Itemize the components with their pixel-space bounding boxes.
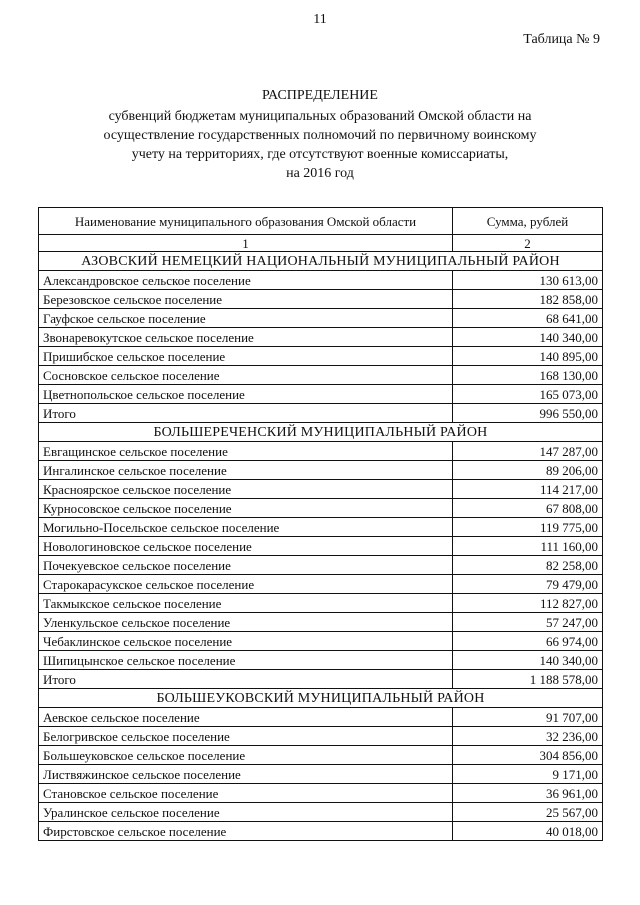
sum-cell: 114 217,00 (453, 480, 603, 499)
table-row (39, 442, 603, 461)
table-header-row (39, 208, 603, 235)
sum-cell: 82 258,00 (453, 556, 603, 575)
table-row (39, 537, 603, 556)
sum-cell: 147 287,00 (453, 442, 603, 461)
sum-cell: 140 340,00 (453, 328, 603, 347)
column-number-1: 1 (39, 235, 453, 252)
distribution-table (38, 207, 603, 841)
total-label-cell: Итого (39, 670, 453, 689)
table-row (39, 290, 603, 309)
total-sum-cell: 996 550,00 (453, 404, 603, 423)
sum-cell: 130 613,00 (453, 271, 603, 290)
subtitle-line: на 2016 год (286, 166, 354, 181)
settlement-name-cell: Звонаревокутское сельское поселение (39, 328, 453, 347)
sum-cell: 112 827,00 (453, 594, 603, 613)
column-number-2: 2 (453, 235, 603, 252)
settlement-name-cell: Курносовское сельское поселение (39, 499, 453, 518)
sum-cell: 40 018,00 (453, 822, 603, 841)
table-row (39, 803, 603, 822)
settlement-name-cell: Аевское сельское поселение (39, 708, 453, 727)
table-row (39, 822, 603, 841)
district-row (39, 252, 603, 271)
sum-cell: 36 961,00 (453, 784, 603, 803)
total-sum-cell: 1 188 578,00 (453, 670, 603, 689)
table-row (39, 518, 603, 537)
table-row (39, 651, 603, 670)
table-row (39, 366, 603, 385)
sum-cell: 25 567,00 (453, 803, 603, 822)
settlement-name-cell: Чебаклинское сельское поселение (39, 632, 453, 651)
sum-cell: 182 858,00 (453, 290, 603, 309)
document-subtitle (72, 107, 568, 183)
table-row (39, 632, 603, 651)
total-row (39, 670, 603, 689)
table-row (39, 784, 603, 803)
settlement-name-cell: Гауфское сельское поселение (39, 309, 453, 328)
settlement-name-cell: Новологиновское сельское поселение (39, 537, 453, 556)
table-row (39, 613, 603, 632)
document-title: РАСПРЕДЕЛЕНИЕ (262, 88, 378, 103)
sum-cell: 9 171,00 (453, 765, 603, 784)
header-name-cell: Наименование муниципального образования Омской области (39, 208, 453, 235)
subtitle-line: субвенций бюджетам муниципальных образований Омской области на (108, 109, 532, 124)
table-row (39, 575, 603, 594)
sum-cell: 32 236,00 (453, 727, 603, 746)
table-row (39, 271, 603, 290)
table-row (39, 309, 603, 328)
settlement-name-cell: Могильно-Посельское сельское поселение (39, 518, 453, 537)
sum-cell: 119 775,00 (453, 518, 603, 537)
header-sum-cell: Сумма, рублей (453, 208, 603, 235)
settlement-name-cell: Белогривское сельское поселение (39, 727, 453, 746)
sum-cell: 140 340,00 (453, 651, 603, 670)
settlement-name-cell: Уленкульское сельское поселение (39, 613, 453, 632)
settlement-name-cell: Большеуковское сельское поселение (39, 746, 453, 765)
sum-cell: 68 641,00 (453, 309, 603, 328)
total-label-cell: Итого (39, 404, 453, 423)
settlement-name-cell: Евгащинское сельское поселение (39, 442, 453, 461)
table-row (39, 480, 603, 499)
settlement-name-cell: Становское сельское поселение (39, 784, 453, 803)
settlement-name-cell: Александровское сельское поселение (39, 271, 453, 290)
table-row (39, 347, 603, 366)
settlement-name-cell: Пришибское сельское поселение (39, 347, 453, 366)
sum-cell: 165 073,00 (453, 385, 603, 404)
settlement-name-cell: Березовское сельское поселение (39, 290, 453, 309)
sum-cell: 57 247,00 (453, 613, 603, 632)
sum-cell: 79 479,00 (453, 575, 603, 594)
district-name-cell: АЗОВСКИЙ НЕМЕЦКИЙ НАЦИОНАЛЬНЫЙ МУНИЦИПАЛЬНЫЙ РАЙОН (39, 252, 603, 271)
settlement-name-cell: Сосновское сельское поселение (39, 366, 453, 385)
settlement-name-cell: Уралинское сельское поселение (39, 803, 453, 822)
settlement-name-cell: Такмыкское сельское поселение (39, 594, 453, 613)
settlement-name-cell: Почекуевское сельское поселение (39, 556, 453, 575)
subtitle-line: осуществление государственных полномочий по первичному воинскому (103, 128, 537, 143)
settlement-name-cell: Листвяжинское сельское поселение (39, 765, 453, 784)
table-row (39, 385, 603, 404)
table-row (39, 727, 603, 746)
district-name-cell: БОЛЬШЕРЕЧЕНСКИЙ МУНИЦИПАЛЬНЫЙ РАЙОН (39, 423, 603, 442)
table-row (39, 765, 603, 784)
settlement-name-cell: Красноярское сельское поселение (39, 480, 453, 499)
subtitle-line: учету на территориях, где отсутствуют военные комиссариаты, (131, 147, 509, 162)
settlement-name-cell: Шипицынское сельское поселение (39, 651, 453, 670)
sum-cell: 67 808,00 (453, 499, 603, 518)
sum-cell: 304 856,00 (453, 746, 603, 765)
sum-cell: 89 206,00 (453, 461, 603, 480)
table-row (39, 499, 603, 518)
page-number: 11 (313, 12, 327, 27)
table-row (39, 708, 603, 727)
table-label: Таблица № 9 (523, 32, 600, 47)
settlement-name-cell: Фирстовское сельское поселение (39, 822, 453, 841)
table-row (39, 461, 603, 480)
settlement-name-cell: Ингалинское сельское поселение (39, 461, 453, 480)
district-name-cell: БОЛЬШЕУКОВСКИЙ МУНИЦИПАЛЬНЫЙ РАЙОН (39, 689, 603, 708)
table-row (39, 556, 603, 575)
table-row (39, 594, 603, 613)
sum-cell: 66 974,00 (453, 632, 603, 651)
table-row (39, 328, 603, 347)
sum-cell: 140 895,00 (453, 347, 603, 366)
total-row (39, 404, 603, 423)
settlement-name-cell: Старокарасукское сельское поселение (39, 575, 453, 594)
column-number-row (39, 235, 603, 252)
sum-cell: 111 160,00 (453, 537, 603, 556)
sum-cell: 168 130,00 (453, 366, 603, 385)
table-row (39, 746, 603, 765)
district-row (39, 423, 603, 442)
district-row (39, 689, 603, 708)
settlement-name-cell: Цветнопольское сельское поселение (39, 385, 453, 404)
sum-cell: 91 707,00 (453, 708, 603, 727)
